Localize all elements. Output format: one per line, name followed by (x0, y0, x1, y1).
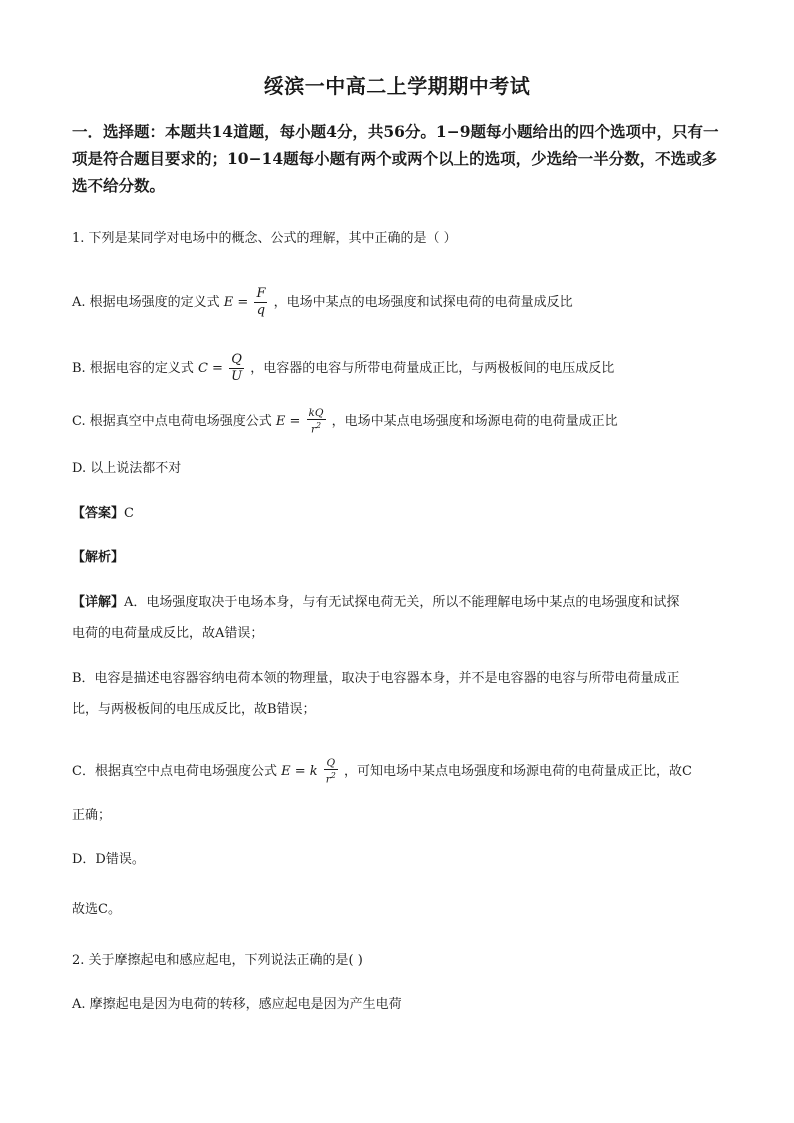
formula-r: r (325, 773, 331, 786)
formula-c-lhs: C = (197, 361, 223, 376)
formula-denominator: q (256, 303, 266, 318)
option-a-tail: ，电场中某点的电场强度和试探电荷的电荷量成反比 (273, 295, 573, 310)
question-1-option-b[interactable] (72, 352, 732, 385)
formula-numerator: Q (324, 757, 338, 770)
formula-exponent: 2 (330, 771, 336, 780)
detail-line-1 (72, 593, 732, 613)
detail-line-2: B．电容是描述电容器容纳电荷本领的物理量，取决于电容器本身，并不是电容器的电容与所带电荷量成正 (72, 671, 680, 686)
detail-line-3b: 正确； (72, 808, 112, 823)
detail-line-2b: 比，与两极板间的电压成反比，故B错误； (72, 702, 316, 717)
answer-value: C (124, 506, 134, 521)
detail-label: 【详解】 (72, 595, 125, 610)
option-b-text: B. 根据电容的定义式 (72, 361, 194, 376)
question-1-option-d[interactable]: D. 以上说法都不对 (72, 461, 182, 476)
formula-denominator (307, 420, 326, 436)
analysis-label-text: 【解析】 (72, 550, 125, 565)
option-b-tail: ，电容器的电容与所带电荷量成正比，与两极板间的电压成反比 (250, 361, 615, 376)
formula-kq-over-r2 (307, 407, 326, 436)
question-1-option-a[interactable] (72, 286, 732, 319)
formula-f-over-q (254, 286, 267, 319)
option-c-tail: ，电场中某点电场强度和场源电荷的电荷量成正比 (331, 413, 618, 429)
option-a-text: A. 根据电场强度的定义式 (72, 295, 220, 310)
answer-line (72, 504, 732, 524)
formula-e3-lhs: E = k (281, 763, 318, 779)
formula-q-over-r2 (324, 757, 338, 786)
detail-3-text: C．根据真空中点电荷电场强度公式 (72, 763, 277, 779)
formula-numerator: F (256, 286, 266, 301)
formula-r: r (310, 423, 316, 436)
option-c-text: C. 根据真空中点电荷电场强度公式 (72, 413, 272, 429)
formula-q-over-u (229, 352, 244, 385)
question-2-stem: 2. 关于摩擦起电和感应起电，下列说法正确的是( ) (72, 953, 363, 968)
detail-line-3 (72, 757, 732, 786)
detail-line-4: D．D错误。 (72, 852, 145, 867)
formula-e-lhs: E = (223, 295, 249, 310)
question-1-option-c[interactable] (72, 407, 732, 436)
detail-line-1b: 电荷的电荷量成反比，故A错误； (72, 626, 264, 641)
formula-numerator: kQ (308, 407, 324, 419)
analysis-label (72, 548, 732, 568)
page-title: 绥滨一中高二上学期期中考试 (263, 74, 531, 98)
section-instructions: 一．选择题：本题共14道题，每小题4分，共56分。1−9题每小题给出的四个选项中，只有一项是符合题目要求的；10−14题每小题有两个或两个以上的选项，少选给一半分数，不选或多选不给分数。 (72, 122, 719, 195)
detail-1a: A．电场强度取决于电场本身，与有无试探电荷无关，所以不能理解电场中某点的电场强度和试探 (124, 595, 680, 610)
formula-exponent: 2 (316, 421, 322, 430)
answer-label: 【答案】 (72, 506, 125, 521)
conclusion-line: 故选C。 (72, 902, 121, 917)
formula-numerator: Q (229, 352, 244, 369)
question-1-stem: 1. 下列是某同学对电场中的概念、公式的理解，其中正确的是（ ） (72, 231, 457, 246)
detail-3-tail: ，可知电场中某点电场强度和场源电荷的电荷量成正比，故C (344, 763, 692, 779)
formula-denominator: U (231, 369, 243, 384)
question-2-option-a[interactable]: A. 摩擦起电是因为电荷的转移，感应起电是因为产生电荷 (72, 997, 402, 1012)
formula-denominator (324, 770, 338, 786)
formula-e2-lhs: E = (275, 413, 301, 429)
